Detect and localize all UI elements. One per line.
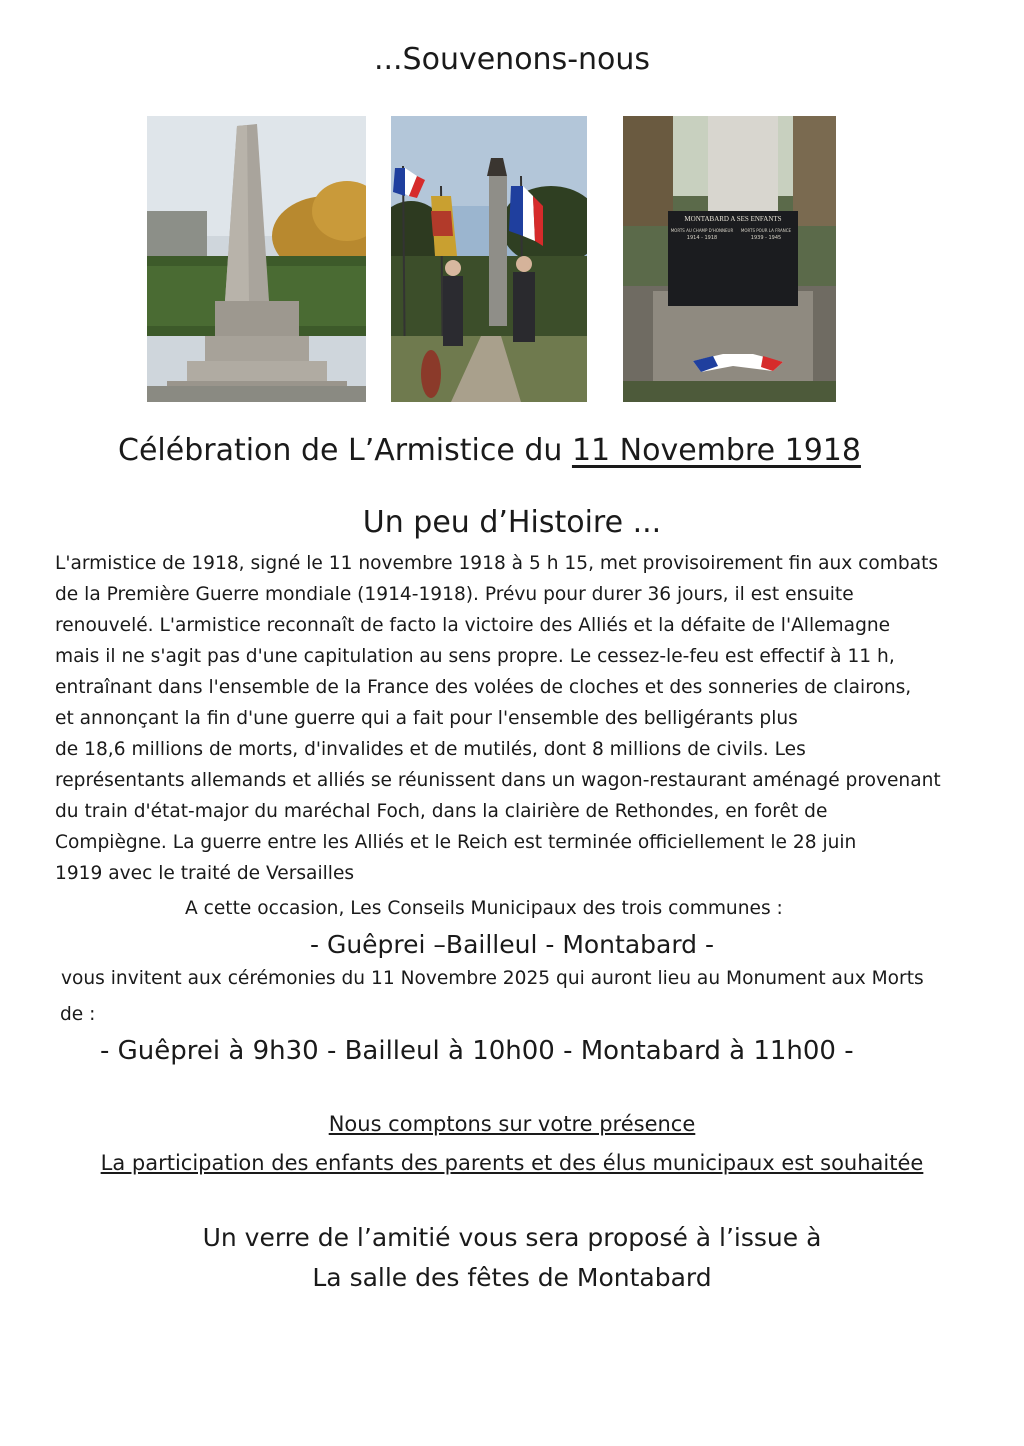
history-line: de la Première Guerre mondiale (1914-1918). Prévu pour durer 36 jours, il est ensuite xyxy=(55,584,854,605)
history-paragraph xyxy=(55,548,975,889)
main-title-date: 11 Novembre 1918 xyxy=(571,433,861,468)
history-line: représentants allemands et alliés se réunissent dans un wagon-restaurant aménagé provenant xyxy=(55,770,941,791)
closing-line-1: Un verre de l’amitié vous sera proposé à l’issue à xyxy=(202,1223,822,1252)
ceremony-schedule: - Guêprei à 9h30 - Bailleul à 10h00 - Montabard à 11h00 - xyxy=(100,1036,854,1066)
history-line: Compiègne. La guerre entre les Alliés et le Reich est terminée officiellement le 28 juin xyxy=(55,832,857,853)
participation-note: La participation des enfants des parents et des élus municipaux est souhaitée xyxy=(100,1151,924,1175)
section-subtitle: Un peu d’Histoire ... xyxy=(362,505,662,540)
plaque-column-2: MORTS POUR LA FRANCE xyxy=(740,228,792,233)
plaque-years-1: 1914 - 1918 xyxy=(686,235,718,241)
plaque-years-2: 1939 - 1945 xyxy=(750,235,782,241)
history-line: L'armistice de 1918, signé le 11 novembre 1918 à 5 h 15, met provisoirement fin aux combats xyxy=(55,553,939,574)
history-line: renouvelé. L'armistice reconnaît de facto la victoire des Alliés et la défaite de l'Allemagne xyxy=(55,615,891,636)
history-line: entraînant dans l'ensemble de la France des volées de cloches et des sonneries de clairons, xyxy=(55,677,912,698)
closing-line-2: La salle des fêtes de Montabard xyxy=(312,1263,712,1292)
history-line: 1919 avec le traité de Versailles xyxy=(55,863,355,884)
history-line: et annonçant la fin d'une guerre qui a fait pour l'ensemble des belligérants plus xyxy=(55,708,798,729)
history-line: de 18,6 millions de morts, d'invalides et de mutilés, dont 8 millions de civils. Les xyxy=(55,739,806,760)
presence-note: Nous comptons sur votre présence xyxy=(328,1112,696,1136)
ceremony-flags-photo xyxy=(391,116,587,402)
invitation-line-2: de : xyxy=(60,1004,96,1025)
memorial-plaque-photo xyxy=(623,116,836,402)
plaque-column-1: MORTS AU CHAMP D'HONNEUR xyxy=(670,228,734,233)
main-title-prefix: Célébration de L’Armistice du xyxy=(118,433,572,468)
invitation-communes: - Guêprei –Bailleul - Montabard - xyxy=(309,930,715,959)
plaque-title: MONTABARD A SES ENFANTS xyxy=(684,215,782,223)
invitation-line-1: vous invitent aux cérémonies du 11 Novembre 2025 qui auront lieu au Monument aux Morts xyxy=(61,968,924,989)
war-memorial-obelisk-photo xyxy=(147,116,366,402)
invitation-occasion: A cette occasion, Les Conseils Municipaux des trois communes : xyxy=(185,898,783,919)
history-line: mais il ne s'agit pas d'une capitulation au sens propre. Le cessez-le-feu est effectif à 11 h, xyxy=(55,646,895,667)
history-line: du train d'état-major du maréchal Foch, dans la clairière de Rethondes, en forêt de xyxy=(55,801,828,822)
page-header-title: ...Souvenons-nous xyxy=(373,42,651,77)
main-title xyxy=(118,433,861,468)
